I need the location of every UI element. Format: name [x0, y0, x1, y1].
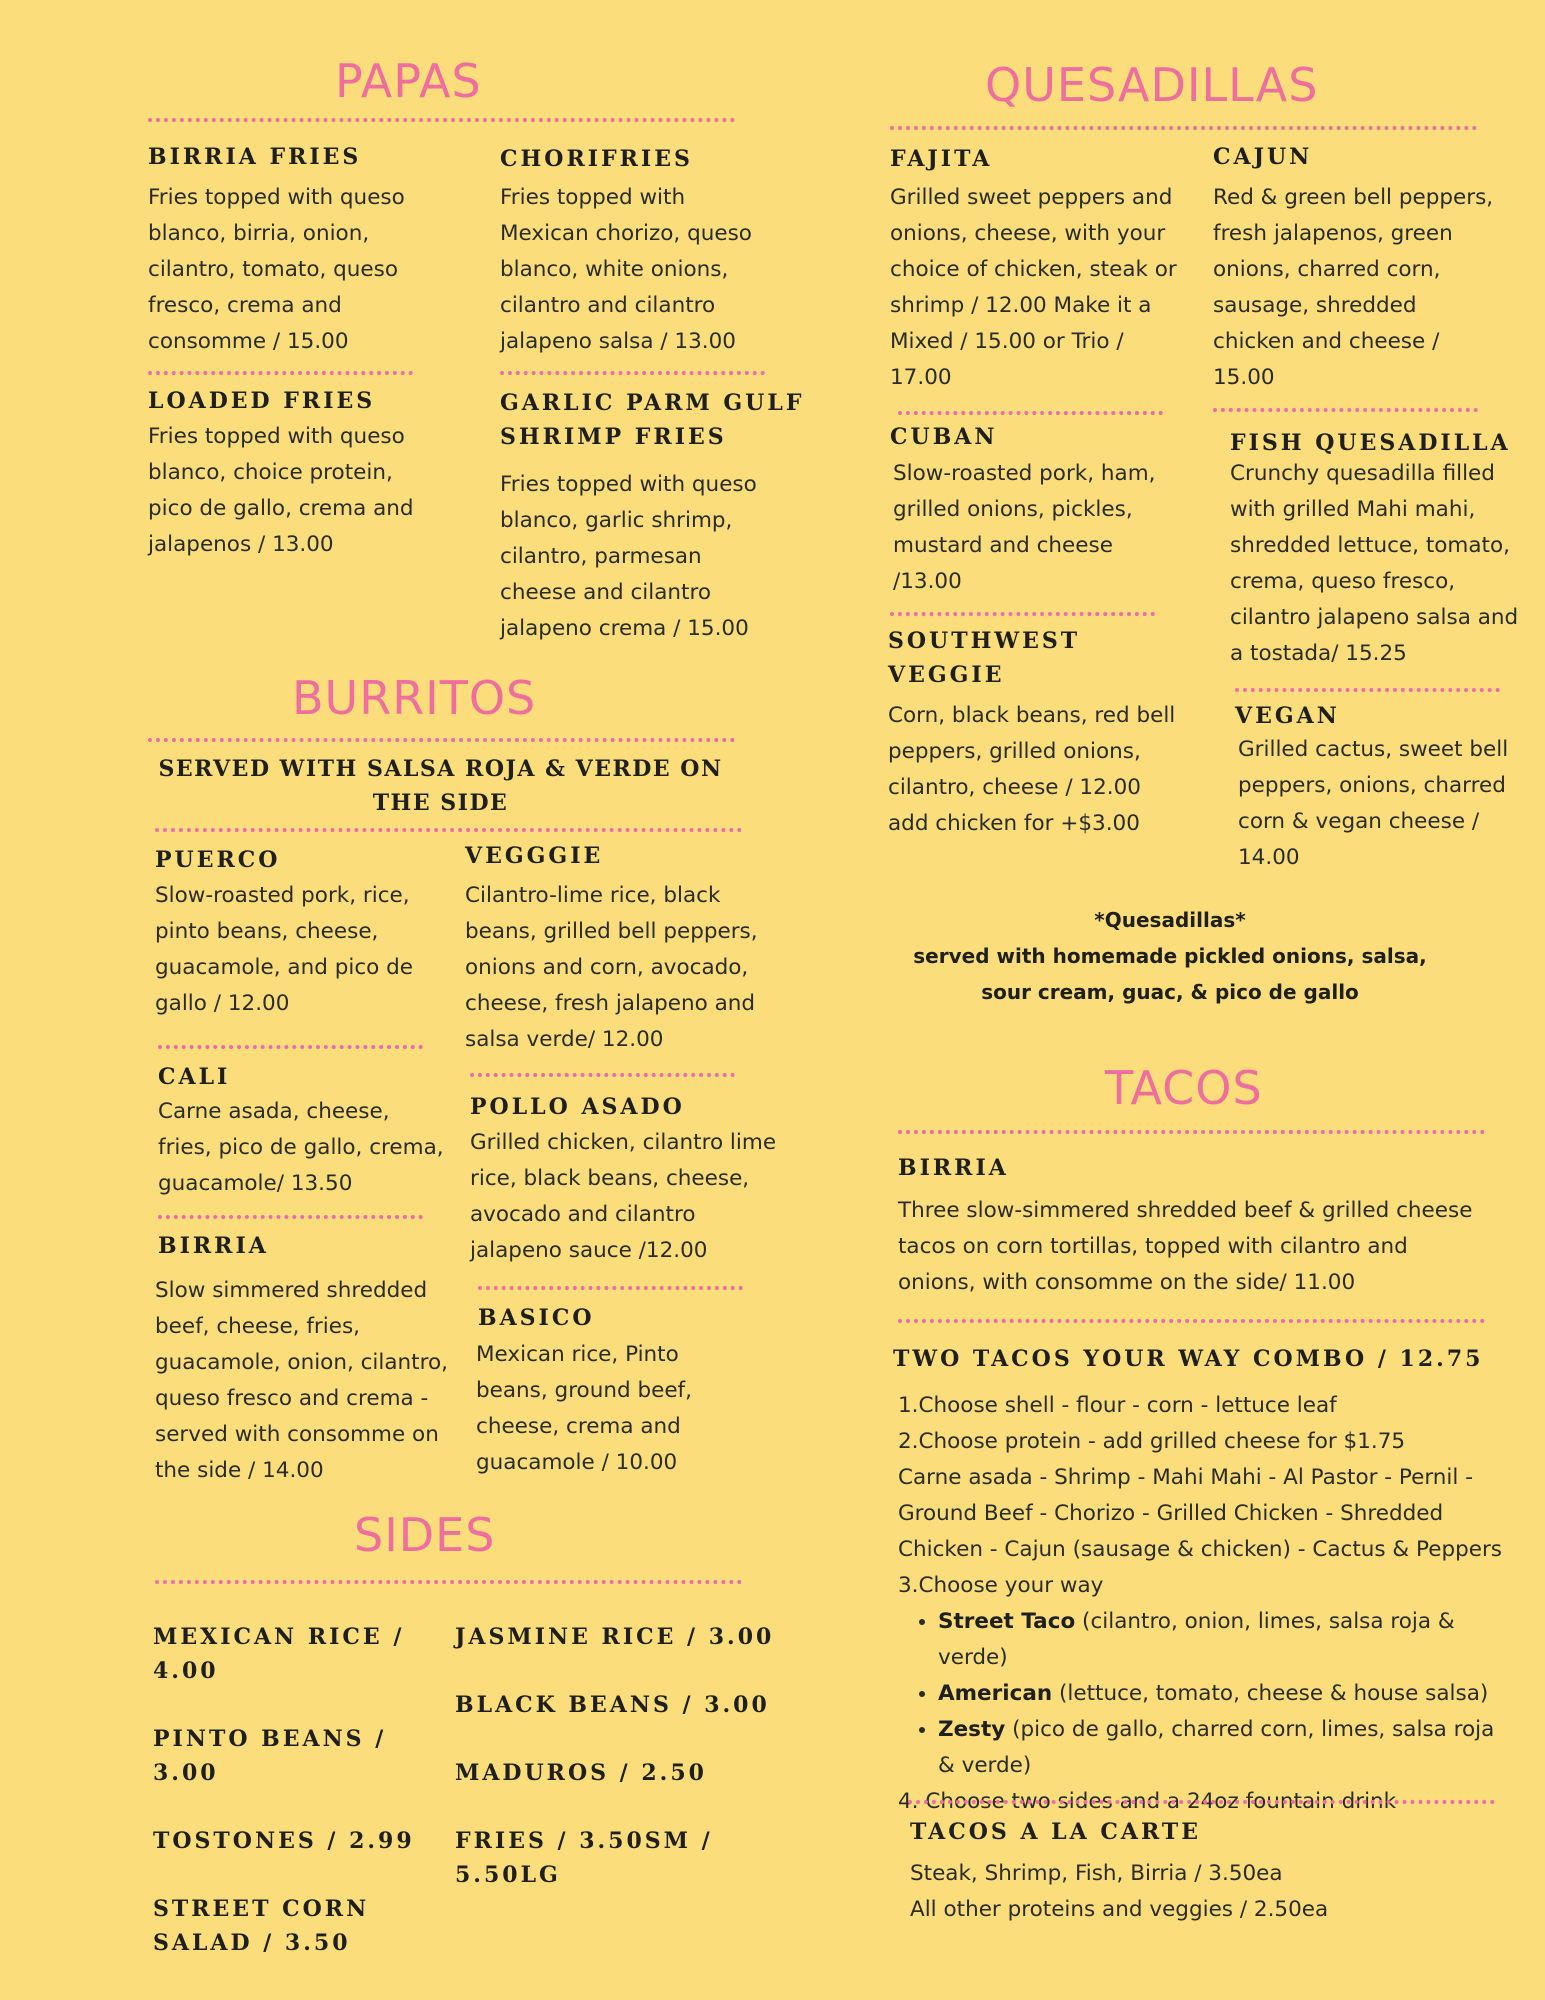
pollo-asado-desc: Grilled chicken, cilantro lime rice, black beans, cheese, avocado and cilantro jalapeno sauce /12.00 [470, 1130, 777, 1263]
side-street-corn: STREET CORN SALAD / 3.50 [153, 1896, 370, 1956]
southwest-desc: Corn, black beans, red bell peppers, grilled onions, cilantro, cheese / 12.00 add chicken for +$3.00 [888, 703, 1176, 836]
combo-name: TWO TACOS YOUR WAY COMBO / 12.75 [893, 1346, 1484, 1372]
combo-way-zesty [938, 1712, 1508, 1784]
chorifries-desc: Fries topped with Mexican chorizo, queso blanco, white onions, cilantro and cilantro jalapeno salsa / 13.00 [500, 185, 752, 354]
cuban-desc: Slow-roasted pork, ham, grilled onions, pickles, mustard and cheese /13.00 [893, 461, 1156, 594]
divider [898, 411, 1163, 415]
divider [898, 1130, 1485, 1134]
divider [898, 1319, 1485, 1323]
puerco-desc: Slow-roasted pork, rice, pinto beans, cheese, guacamole, and pico de gallo / 12.00 [155, 883, 413, 1016]
fish-desc: Crunchy quesadilla filled with grilled Mahi mahi, shredded lettuce, tomato, crema, queso fresco, cilantro jalapeno salsa and a tostada/ 15.25 [1230, 461, 1519, 666]
fajita-name: FAJITA [890, 146, 993, 172]
divider [155, 828, 742, 832]
basico-desc: Mexican rice, Pinto beans, ground beef, cheese, crema and guacamole / 10.00 [476, 1342, 692, 1475]
birria-tacos-desc: Three slow-simmered shredded beef & grilled cheese tacos on corn tortillas, topped with cilantro and onions, with consomme on the side/ 11.00 [898, 1198, 1473, 1295]
quesadillas-title: QUESADILLAS [985, 58, 1319, 112]
quesadillas-note-body: served with homemade pickled onions, salsa, sour cream, guac, & pico de gallo [913, 944, 1427, 1004]
cali-desc: Carne asada, cheese, fries, pico de gallo, crema, guacamole/ 13.50 [158, 1099, 444, 1196]
way-name: Street Taco [938, 1609, 1076, 1634]
garlic-parm-desc: Fries topped with queso blanco, garlic shrimp, cilantro, parmesan cheese and cilantro jalapeno crema / 15.00 [500, 472, 757, 641]
divider [158, 1045, 423, 1049]
combo-proteins: Carne asada - Shrimp - Mahi Mahi - Al Pastor - Pernil - Ground Beef - Chorizo - Grilled Chicken - Shredded Chicken - Cajun (sausage & chicken) - Cactus & Peppers [898, 1465, 1503, 1562]
birria-burrito-desc: Slow simmered shredded beef, cheese, fries, guacamole, onion, cilantro, queso fresco and crema - served with consomme on the side / 14.00 [155, 1278, 448, 1483]
divider [148, 118, 735, 122]
puerco-name: PUERCO [155, 847, 281, 873]
combo-details [898, 1388, 1508, 1820]
combo-way-american [938, 1676, 1508, 1712]
pollo-asado-name: POLLO ASADO [470, 1094, 685, 1120]
loaded-fries-name: LOADED FRIES [148, 388, 376, 414]
way-name: American [938, 1681, 1053, 1706]
way-desc: (cilantro, onion, limes, salsa roja & verde) [938, 1609, 1455, 1670]
basico-name: BASICO [478, 1305, 595, 1331]
sides-title: SIDES [354, 1508, 496, 1562]
divider [908, 1800, 1495, 1804]
a-la-carte-line1: Steak, Shrimp, Fish, Birria / 3.50ea [910, 1861, 1283, 1886]
birria-fries-desc: Fries topped with queso blanco, birria, onion, cilantro, tomato, queso fresco, crema and consomme / 15.00 [148, 185, 405, 354]
side-black-beans: BLACK BEANS / 3.00 [455, 1692, 770, 1718]
cajun-name: CAJUN [1213, 144, 1313, 170]
combo-step4: 4. Choose two sides and a 24oz fountain drink [898, 1789, 1397, 1814]
divider [890, 612, 1155, 616]
combo-step2: 2.Choose protein - add grilled cheese for $1.75 [898, 1429, 1406, 1454]
side-fries: FRIES / 3.50SM / 5.50LG [455, 1828, 713, 1888]
veggie-name: VEGGGIE [465, 843, 604, 869]
southwest-name: SOUTHWEST VEGGIE [888, 628, 1081, 688]
side-mexican-rice: MEXICAN RICE / 4.00 [153, 1624, 405, 1684]
veggie-desc: Cilantro-lime rice, black beans, grilled bell peppers, onions and corn, avocado, cheese, fresh jalapeno and salsa verde/ 12.00 [465, 883, 758, 1052]
fish-name: FISH QUESADILLA [1230, 430, 1511, 456]
quesadillas-note-title: *Quesadillas* [1094, 908, 1246, 932]
divider [890, 126, 1477, 130]
divider [155, 1580, 742, 1584]
fajita-desc: Grilled sweet peppers and onions, cheese, with your choice of chicken, steak or shrimp / 12.00 Make it a Mixed / 15.00 or Trio / 17.00 [890, 185, 1177, 390]
burritos-subtitle: SERVED WITH SALSA ROJA & VERDE ON THE SIDE [158, 756, 723, 816]
tacos-title: TACOS [1105, 1061, 1263, 1115]
combo-ways-list [898, 1604, 1508, 1784]
vegan-name: VEGAN [1235, 703, 1340, 729]
a-la-carte-name: TACOS A LA CARTE [910, 1819, 1201, 1845]
divider [500, 371, 765, 375]
divider [158, 1215, 423, 1219]
combo-step3: 3.Choose your way [898, 1573, 1104, 1598]
combo-step1: 1.Choose shell - flour - corn - lettuce leaf [898, 1393, 1337, 1418]
side-jasmine-rice: JASMINE RICE / 3.00 [455, 1624, 775, 1650]
side-maduros: MADUROS / 2.50 [455, 1760, 707, 1786]
vegan-desc: Grilled cactus, sweet bell peppers, onions, charred corn & vegan cheese / 14.00 [1238, 737, 1509, 870]
a-la-carte-line2: All other proteins and veggies / 2.50ea [910, 1897, 1329, 1922]
side-pinto-beans: PINTO BEANS / 3.00 [153, 1726, 387, 1786]
side-tostones: TOSTONES / 2.99 [153, 1828, 415, 1854]
loaded-fries-desc: Fries topped with queso blanco, choice protein, pico de gallo, crema and jalapenos / 13.00 [148, 424, 414, 557]
birria-tacos-name: BIRRIA [898, 1155, 1009, 1181]
divider [148, 738, 735, 742]
birria-burrito-name: BIRRIA [158, 1233, 269, 1259]
burritos-title: BURRITOS [292, 671, 537, 725]
divider [148, 371, 413, 375]
way-desc: (pico de gallo, charred corn, limes, salsa roja & verde) [938, 1717, 1495, 1778]
combo-way-street [938, 1604, 1508, 1676]
papas-title: PAPAS [335, 54, 482, 108]
cali-name: CALI [158, 1064, 231, 1090]
chorifries-name: CHORIFRIES [500, 146, 693, 172]
garlic-parm-name: GARLIC PARM GULF SHRIMP FRIES [500, 390, 805, 450]
divider [1213, 408, 1478, 412]
divider [478, 1286, 743, 1290]
way-desc: (lettuce, tomato, cheese & house salsa) [1052, 1681, 1489, 1706]
birria-fries-name: BIRRIA FRIES [148, 144, 362, 170]
divider [1235, 688, 1500, 692]
cajun-desc: Red & green bell peppers, fresh jalapenos, green onions, charred corn, sausage, shredded chicken and cheese / 15.00 [1213, 185, 1494, 390]
way-name: Zesty [938, 1717, 1006, 1742]
divider [470, 1073, 735, 1077]
cuban-name: CUBAN [890, 424, 998, 450]
